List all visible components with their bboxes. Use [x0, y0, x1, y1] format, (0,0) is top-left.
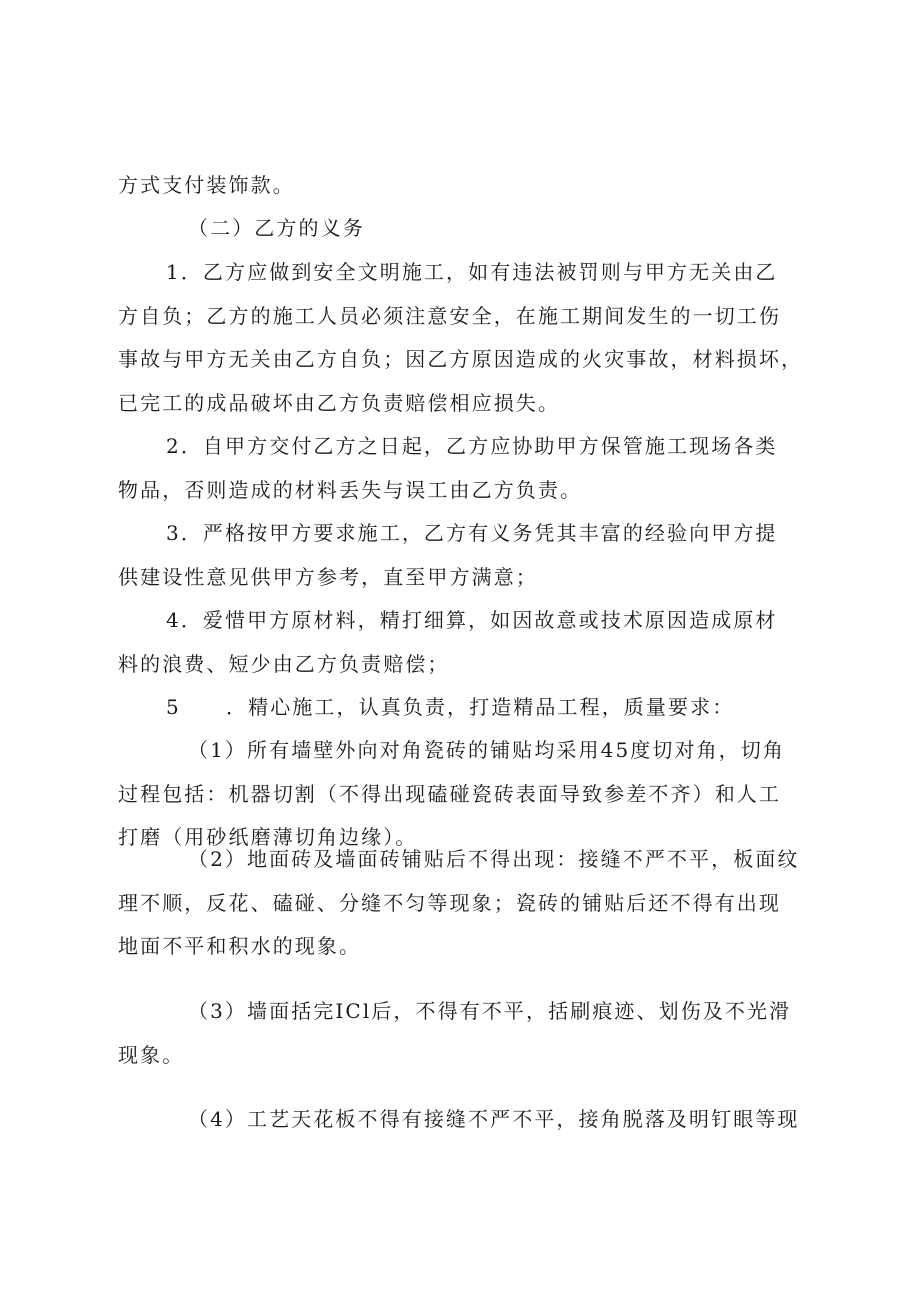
text-line: 现象。	[118, 1042, 185, 1067]
text-line: （1）所有墙壁外向对角瓷砖的铺贴均采用45度切对角，切角	[188, 738, 785, 762]
text-line: （4）工艺天花板不得有接缝不严不平，接角脱落及明钉眼等现	[188, 1107, 800, 1131]
text-line: 2．自甲方交付乙方之日起，乙方应协助甲方保管施工现场各类	[166, 434, 778, 458]
text-line: 方自负；乙方的施工人员必须注意安全，在施工期间发生的一切工伤	[118, 303, 781, 328]
section-heading: （二）乙方的义务	[188, 216, 365, 240]
text-line: 物品，否则造成的材料丢失与误工由乙方负责。	[118, 477, 583, 502]
clause-1	[118, 251, 818, 425]
clause-text: ．精心施工，认真负责，打造精品工程，质量要求：	[226, 695, 735, 719]
paragraph-payment-tail	[118, 164, 818, 208]
text-line: 方式支付装饰款。	[118, 173, 295, 197]
text-line: 地面不平和积水的现象。	[118, 934, 362, 958]
requirement-4	[118, 1098, 818, 1142]
text-line: 3．严格按甲方要求施工，乙方有义务凭其丰富的经验向甲方提	[166, 521, 778, 545]
clause-2	[118, 425, 818, 512]
text-line	[118, 686, 818, 730]
requirement-3	[118, 990, 818, 1077]
clause-4	[118, 599, 818, 686]
text-line: 打磨（用砂纸磨薄切角边缘）。	[118, 825, 418, 849]
clause-3	[118, 512, 818, 599]
section-heading-party-b-obligations	[118, 207, 818, 251]
text-line: 理不顺，反花、磕碰、分缝不匀等现象；瓷砖的铺贴后还不得有出现	[118, 890, 781, 915]
text-line: （3）墙面括完ICl后，不得有不平，括刷痕迹、划伤及不光滑	[188, 999, 792, 1023]
text-line: （2）地面砖及墙面砖铺贴后不得出现：接缝不严不平，板面纹	[188, 847, 800, 871]
text-line: 料的浪费、短少由乙方负责赔偿；	[118, 651, 450, 676]
text-line: 4．爱惜甲方原材料，精打细算，如因故意或技术原因造成原材	[166, 608, 778, 632]
text-line: 供建设性意见供甲方参考，直至甲方满意；	[118, 564, 538, 589]
text-line: 1．乙方应做到安全文明施工，如有违法被罚则与甲方无关由乙	[166, 260, 778, 284]
text-line: 已完工的成品破坏由乙方负责赔偿相应损失。	[118, 390, 560, 415]
clause-5	[118, 686, 818, 730]
text-line: 事故与甲方无关由乙方自负；因乙方原因造成的火灾事故，材料损坏，	[118, 347, 804, 371]
text-line: 过程包括：机器切割（不得出现磕碰瓷砖表面导致参差不齐）和人工	[118, 781, 781, 806]
clause-number: 5	[166, 695, 181, 719]
requirement-2	[118, 838, 818, 969]
